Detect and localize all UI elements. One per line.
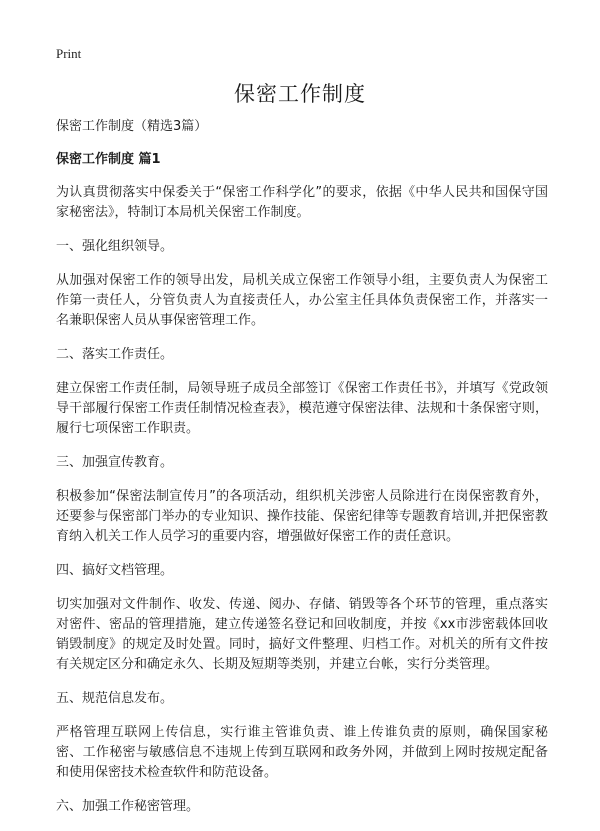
heading-4: 四、搞好文档管理。 <box>56 563 174 578</box>
paragraph-2: 建立保密工作责任制，局领导班子成员全部签订《保密工作责任书》，并填写《党政领导干部履行保密工作责任制情况检查表》，模范遵守保密法律、法规和十条保密守则，履行七项保密工作职责。 <box>56 381 548 436</box>
paragraph-4: 切实加强对文件制作、收发、传递、阅办、存储、销毁等各个环节的管理，重点落实对密件、密品的管理措施，建立传递签名登记和回收制度，并按《xx市涉密载体回收销毁制度》的规定及时处置。同时，搞好文件整理、归档工作。对机关的所有文件按有关规定区分和确定永久、长期及短期等类别，并建立台帐，实行分类管理。 <box>56 597 548 672</box>
heading-1: 一、强化组织领导。 <box>56 239 174 254</box>
print-link[interactable]: Print <box>56 46 82 61</box>
document-body <box>56 117 548 831</box>
paragraph-intro: 为认真贯彻落实中保委关于“保密工作科学化”的要求，依据《中华人民共和国保守国家秘密法》，特制订本局机关保密工作制度。 <box>56 185 548 220</box>
document-title: 保密工作制度 <box>234 82 366 106</box>
heading-6: 六、加强工作秘密管理。 <box>56 799 200 814</box>
heading-2: 二、落实工作责任。 <box>56 347 174 362</box>
heading-3: 三、加强宣传教育。 <box>56 455 174 470</box>
document-subtitle: 保密工作制度（精选3篇） <box>56 119 208 134</box>
heading-5: 五、规范信息发布。 <box>56 691 174 706</box>
section-title: 保密工作制度 篇1 <box>56 152 161 167</box>
paragraph-3: 积极参加“保密法制宣传月”的各项活动，组织机关涉密人员除进行在岗保密教育外，还要参与保密部门举办的专业知识、操作技能、保密纪律等专题教育培训,并把保密教育纳入机关工作人员学习的重要内容，增强做好保密工作的责任意识。 <box>56 489 548 544</box>
paragraph-5: 严格管理互联网上传信息，实行谁主管谁负责、谁上传谁负责的原则，确保国家秘密、工作秘密与敏感信息不违规上传到互联网和政务外网，并做到上网时按规定配备和使用保密技术检查软件和防范设备。 <box>56 725 548 780</box>
paragraph-1: 从加强对保密工作的领导出发，局机关成立保密工作领导小组，主要负责人为保密工作第一责任人，分管负责人为直接责任人，办公室主任具体负责保密工作，并落实一名兼职保密人员从事保密管理工作。 <box>56 273 548 328</box>
